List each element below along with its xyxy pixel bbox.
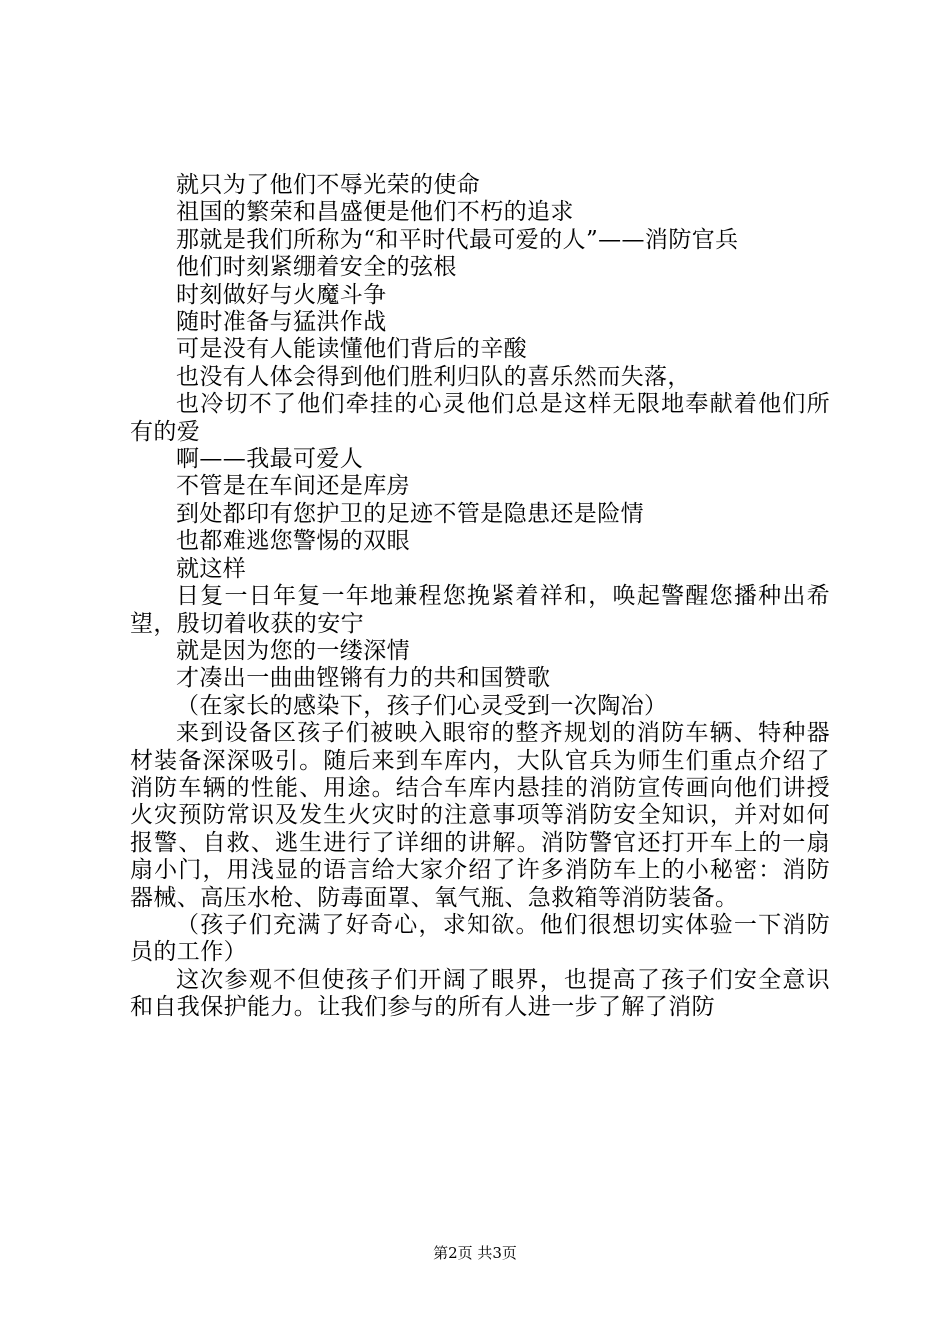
document-body: [130, 172, 830, 1022]
paragraph-20: （孩子们充满了好奇心，求知欲。他们很想切实体验一下消防员的工作）: [130, 911, 830, 966]
paragraph-17: 才凑出一曲曲铿锵有力的共和国赞歌: [176, 665, 551, 692]
paragraph-10: 啊——我最可爱人: [176, 446, 364, 473]
paragraph-5: 时刻做好与火魔斗争: [176, 281, 387, 308]
paragraph-12: 到处都印有您护卫的足迹不管是隐患还是险情: [176, 500, 644, 527]
paragraph-13: 也都难逃您警惕的双眼: [176, 528, 410, 555]
paragraph-6: 随时准备与猛洪作战: [176, 309, 387, 336]
paragraph-4: 他们时刻紧绷着安全的弦根: [176, 254, 457, 281]
paragraph-16: 就是因为您的一缕深情: [176, 637, 410, 664]
paragraph-3: 那就是我们所称为“和平时代最可爱的人”——消防官兵: [176, 226, 739, 253]
paragraph-21: 这次参观不但使孩子们开阔了眼界，也提高了孩子们安全意识和自我保护能力。让我们参与的所有人进一步了解了消防: [130, 966, 830, 1021]
paragraph-18: （在家长的感染下，孩子们心灵受到一次陶冶）: [176, 692, 668, 719]
paragraph-7: 可是没有人能读懂他们背后的辛酸: [176, 336, 527, 363]
paragraph-15: 日复一日年复一年地兼程您挽紧着祥和，唤起警醒您播种出希望，殷切着收获的安宁: [130, 583, 830, 637]
paragraph-2: 祖国的繁荣和昌盛便是他们不朽的追求: [176, 199, 574, 226]
paragraph-1: 就只为了他们不辱光荣的使命: [176, 172, 481, 198]
paragraph-19: 来到设备区孩子们被映入眼帘的整齐规划的消防车辆、特种器材装备深深吸引。随后来到车库内，大队官兵为师生们重点介绍了消防车辆的性能、用途。结合车库内悬挂的消防宣传画向他们讲授火灾预防常识及发生火灾时的注意事项等消防安全知识，并对如何报警、自救、逃生进行了详细的讲解。消防警官还打开车上的一扇扇小门，用浅显的语言给大家介绍了许多消防车上的小秘密：消防器械、高压水枪、防毒面罩、氧气瓶、急救箱等消防装备。: [130, 720, 830, 911]
page-number-footer: 第2页 共3页: [433, 1244, 517, 1262]
paragraph-8: 也没有人体会得到他们胜利归队的喜乐然而失落，: [176, 363, 691, 390]
paragraph-14: 就这样: [176, 555, 247, 582]
paragraph-11: 不管是在车间还是库房: [176, 473, 410, 500]
paragraph-9: 也冷切不了他们牵挂的心灵他们总是这样无限地奉献着他们所有的爱: [130, 391, 830, 445]
